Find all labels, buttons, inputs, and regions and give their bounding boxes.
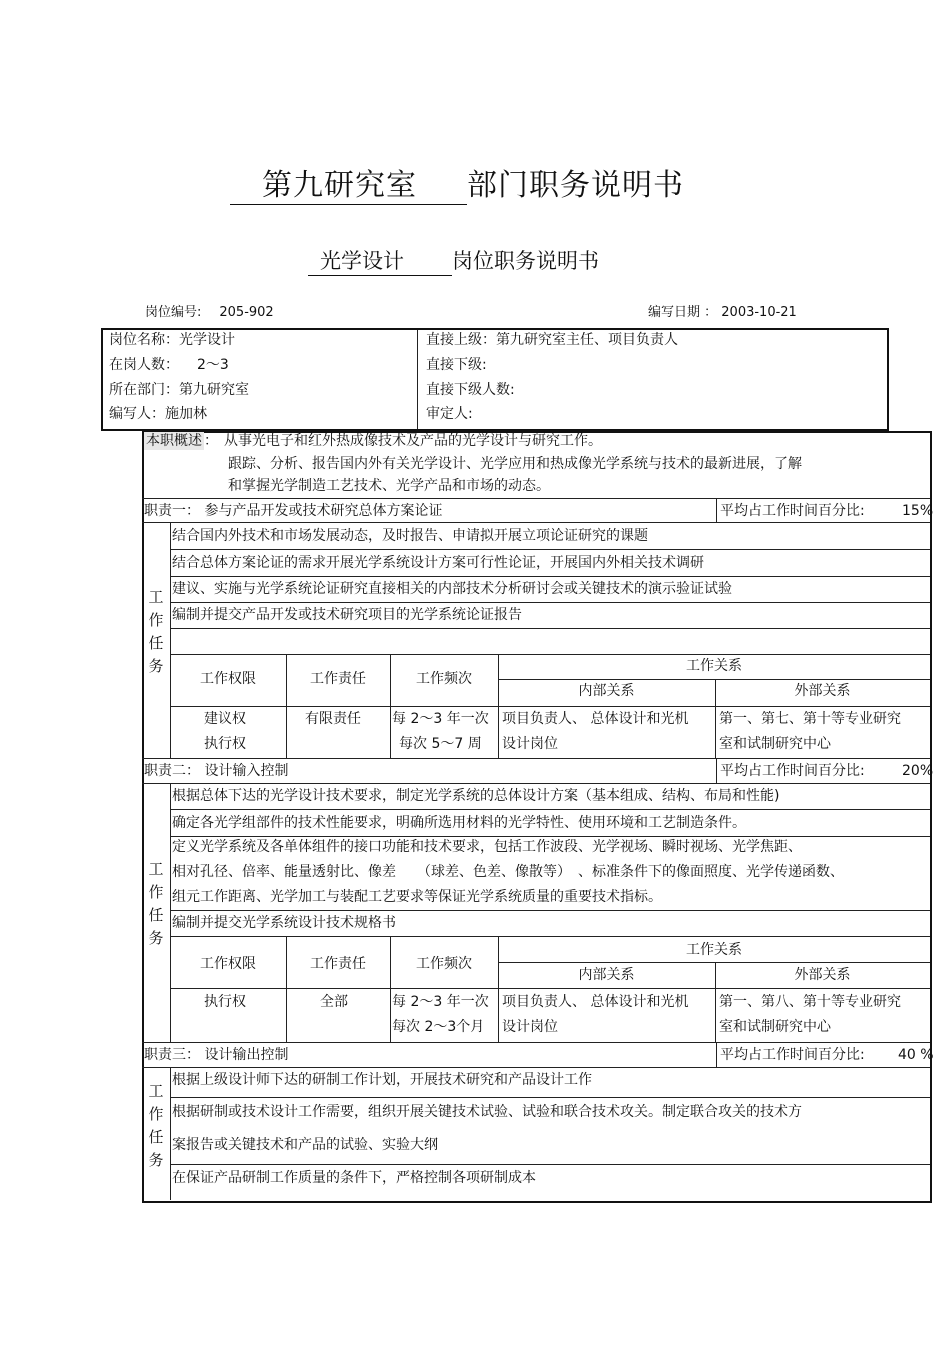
summary-label: 本职概述: [146, 433, 202, 449]
duty-3-pct-label: 平均占工作时间百分比:: [720, 1047, 865, 1063]
post-no-value: 205-902: [219, 305, 274, 320]
duty-1-h-external: 外部关系: [794, 683, 851, 699]
duty-1-task-1: 结合国内外技术和市场发展动态，及时报告、申请拟开展立项论证研究的课题: [172, 528, 648, 544]
duty-1-h-authority: 工作权限: [200, 671, 256, 687]
duty-1-external-1: 第一、第七、第十等专业研究: [719, 711, 901, 727]
duty-2-external-1: 第一、第八、第十等专业研究: [719, 994, 901, 1010]
duty-2-external-2: 室和试制研究中心: [719, 1019, 831, 1035]
duty-2-frequency-2: 每次 2～3个月: [392, 1019, 485, 1035]
post-no-label: 岗位编号:: [145, 305, 202, 320]
info-superior: 直接上级：第九研究室主任、项目负责人: [426, 332, 678, 348]
info-author: 编写人：施加林: [109, 406, 207, 422]
duty-3-task-3: 在保证产品研制工作质量的条件下，严格控制各项研制成本: [172, 1170, 536, 1186]
duty-3-title: ： 设计输出控制: [186, 1047, 289, 1063]
duty-1-pct: 15%: [902, 503, 934, 519]
dept-name: 第九研究室: [230, 160, 467, 205]
headcount-value: 2～3: [197, 357, 229, 373]
duty-3-pct: 40 %: [898, 1047, 934, 1063]
date-value: 2003-10-21: [721, 305, 797, 320]
summary-colon: ：: [204, 433, 218, 449]
duty-1-h-responsibility: 工作责任: [310, 671, 366, 687]
duty-2-h-authority: 工作权限: [200, 956, 256, 972]
duty-2-task-3b: 相对孔径、倍率、能量透射比、像差 （球差、色差、像散等） 、标准条件下的像面照度、光学传递函数、: [172, 864, 844, 880]
duty-2-task-3a: 定义光学系统及各单体组件的接口功能和技术要求，包括工作波段、光学视场、瞬时视场、光学焦距、: [172, 839, 802, 855]
duty-1-h-frequency: 工作频次: [416, 671, 472, 687]
duty-2-pct-label: 平均占工作时间百分比:: [720, 763, 865, 779]
duty-2-task-4: 编制并提交光学系统设计技术规格书: [172, 915, 396, 931]
duty-1-header: [144, 502, 442, 520]
date-label: 编写日期 ：: [648, 305, 718, 320]
duty-1-h-internal: 内部关系: [578, 683, 635, 699]
duty-1-authority-2: 执行权: [204, 736, 246, 752]
info-post-name: 岗位名称：光学设计: [109, 332, 235, 348]
info-subordinate: 直接下级:: [426, 357, 487, 373]
post-name-title: 光学设计: [308, 245, 452, 276]
title-suffix: 部门职务说明书: [467, 168, 684, 203]
duty-3-label: 职责三: [144, 1047, 186, 1063]
duty-1-frequency-1: 每 2～3 年一次: [392, 711, 489, 727]
duty-2-h-relations: 工作关系: [686, 942, 742, 958]
headcount-label: 在岗人数：: [109, 357, 179, 373]
duty-1-external-2: 室和试制研究中心: [719, 736, 831, 752]
info-subordinate-count: 直接下级人数:: [426, 382, 515, 398]
duty-1-frequency-2: 每次 5～7 周: [399, 736, 482, 752]
duty-2-internal-2: 设计岗位: [502, 1019, 558, 1035]
duty-2-task-label: 工 作 任 务: [148, 860, 164, 947]
duty-1-title: ： 参与产品开发或技术研究总体方案论证: [186, 503, 443, 519]
duty-2-header: [144, 762, 288, 780]
duty-3-header: [144, 1046, 288, 1064]
duty-2-title: ： 设计输入控制: [186, 763, 289, 779]
duty-1-task-3: 建议、实施与光学系统论证研究直接相关的内部技术分析研讨会或关键技术的演示验证试验: [172, 581, 732, 597]
duty-2-task-2: 确定各光学组部件的技术性能要求，明确所选用材料的光学特性、使用环境和工艺制造条件。: [172, 815, 746, 831]
duty-1-internal-2: 设计岗位: [502, 736, 558, 752]
document-subtitle: [308, 245, 599, 276]
document-title: [230, 160, 684, 205]
duty-3-task-label: 工 作 任 务: [148, 1082, 164, 1169]
duty-2-label: 职责二: [144, 763, 186, 779]
duty-2-task-1: 根据总体下达的光学设计技术要求，制定光学系统的总体设计方案（基本组成、结构、布局和性能): [172, 788, 780, 804]
duty-1-h-relations: 工作关系: [686, 658, 742, 674]
duty-2-h-frequency: 工作频次: [416, 956, 472, 972]
duty-2-frequency-1: 每 2～3 年一次: [392, 994, 489, 1010]
duty-1-task-4: 编制并提交产品开发或技术研究项目的光学系统论证报告: [172, 607, 522, 623]
duty-2-responsibility: 全部: [320, 994, 348, 1010]
duty-1-authority-1: 建议权: [204, 711, 246, 727]
summary-line-1: 从事光电子和红外热成像技术及产品的光学设计与研究工作。: [224, 433, 602, 449]
duty-1-label: 职责一: [144, 503, 186, 519]
info-reviewer: 审定人:: [426, 406, 473, 422]
duty-2-h-responsibility: 工作责任: [310, 956, 366, 972]
duty-1-task-label: 工 作 任 务: [148, 588, 164, 675]
duty-2-pct: 20%: [902, 763, 934, 779]
duty-3-task-2a: 根据研制或技术设计工作需要，组织开展关键技术试验、试验和联合技术攻关。制定联合攻关的技术方: [172, 1104, 802, 1120]
info-headcount: [109, 356, 229, 374]
duty-2-task-3c: 组元工作距离、光学加工与装配工艺要求等保证光学系统质量的重要技术指标。: [172, 889, 662, 905]
subtitle-suffix: 岗位职务说明书: [452, 249, 599, 273]
duty-2-internal-1: 项目负责人、 总体设计和光机: [502, 994, 689, 1010]
duty-2-authority-1: 执行权: [204, 994, 246, 1010]
duty-1-internal-1: 项目负责人、 总体设计和光机: [502, 711, 689, 727]
duty-2-h-internal: 内部关系: [578, 967, 635, 983]
write-date: [648, 304, 797, 322]
duty-1-pct-label: 平均占工作时间百分比:: [720, 503, 865, 519]
duty-2-h-external: 外部关系: [794, 967, 851, 983]
duty-3-task-1: 根据上级设计师下达的研制工作计划，开展技术研究和产品设计工作: [172, 1072, 592, 1088]
duty-3-task-2b: 案报告或关键技术和产品的试验、实验大纲: [172, 1137, 438, 1153]
summary-line-2: 跟踪、分析、报告国内外有关光学设计、光学应用和热成像光学系统与技术的最新进展，了解: [228, 456, 802, 472]
post-number: [145, 304, 274, 322]
summary-line-3: 和掌握光学制造工艺技术、光学产品和市场的动态。: [228, 478, 550, 494]
duty-1-task-2: 结合总体方案论证的需求开展光学系统设计方案可行性论证，开展国内外相关技术调研: [172, 555, 704, 571]
info-department: 所在部门：第九研究室: [109, 382, 249, 398]
duty-1-responsibility: 有限责任: [305, 711, 361, 727]
